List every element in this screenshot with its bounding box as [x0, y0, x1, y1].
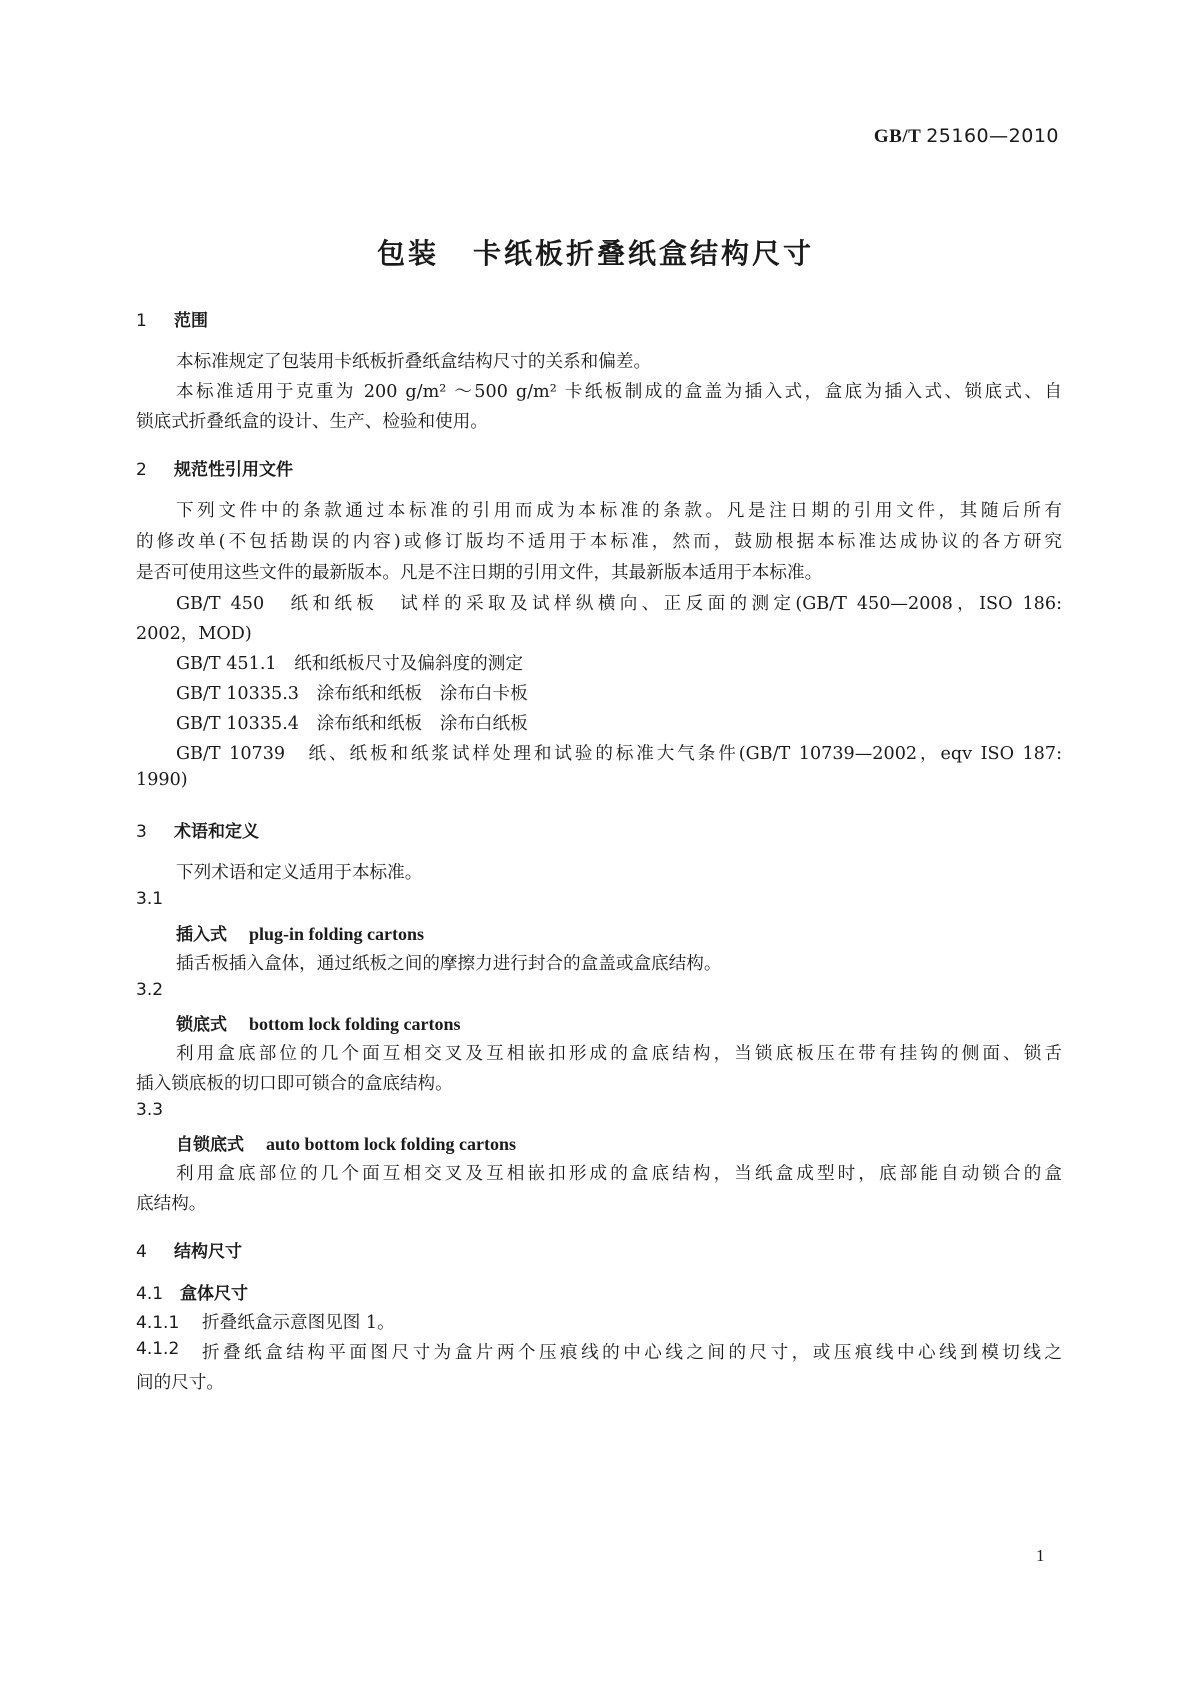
- term-3-3-title: 自锁底式 auto bottom lock folding cartons: [176, 1134, 517, 1155]
- s1-paragraph-1: 本标准规定了包装用卡纸板折叠纸盒结构尺寸的关系和偏差。: [176, 352, 652, 372]
- term-3-3-definition-line-1: 利用盒底部位的几个面互相交叉及互相嵌扣形成的盒底结构，当纸盒成型时，底部能自动锁合的盒: [176, 1164, 1062, 1184]
- reference-gbt10335-3: GB/T 10335.3 涂布纸和纸板 涂布白卡板: [176, 684, 528, 704]
- standard-code-header: [874, 125, 1059, 148]
- s2-paragraph-line-1: 下列文件中的条款通过本标准的引用而成为本标准的条款。凡是注日期的引用文件，其随后所有: [176, 501, 1062, 521]
- section-4-heading: 4 结构尺寸: [136, 1242, 242, 1262]
- s3-intro: 下列术语和定义适用于本标准。: [176, 863, 423, 883]
- s2-paragraph-line-2: 的修改单(不包括勘误的内容)或修订版均不适用于本标准，然而，鼓励根据本标准达成协议的各方研究: [136, 532, 1062, 552]
- section-1-heading: 1 范围: [136, 311, 208, 331]
- section-3-heading: 3 术语和定义: [136, 822, 259, 842]
- clause-4-1-2-line-1: 4.1.2 折叠纸盒结构平面图尺寸为盒片两个压痕线的中心线之间的尺寸，或压痕线中心线到模切线之: [136, 1339, 1062, 1363]
- term-3-2-title: 锁底式 bottom lock folding cartons: [176, 1014, 461, 1035]
- title-part2: 卡纸板折叠纸盒结构尺寸: [473, 237, 815, 270]
- term-3-2-definition-line-2: 插入锁底板的切口即可锁合的盒底结构。: [136, 1074, 453, 1094]
- term-3-1-definition: 插舌板插入盒体，通过纸板之间的摩擦力进行封合的盒盖或盒底结构。: [176, 954, 722, 974]
- page-number: 1: [1036, 1546, 1045, 1565]
- term-3-3-number: 3.3: [136, 1100, 164, 1120]
- term-3-2-number: 3.2: [136, 980, 164, 1000]
- term-3-3-definition-line-2: 底结构。: [136, 1194, 207, 1214]
- reference-gbt451-1: GB/T 451.1 纸和纸板尺寸及偏斜度的测定: [176, 654, 523, 674]
- term-3-1-title: 插入式 plug-in folding cartons: [176, 924, 425, 945]
- title-part1: 包装: [376, 237, 439, 270]
- standard-code-prefix: GB/T: [873, 126, 921, 147]
- s1-paragraph-2-line-2: 锁底式折叠纸盒的设计、生产、检验和使用。: [136, 412, 488, 432]
- reference-gbt450-line-1: GB/T 450 纸和纸板 试样的采取及试样纵横向、正反面的测定(GB/T 450—2008，ISO 186:: [176, 594, 1062, 614]
- subsection-4-1-heading: 4.1 盒体尺寸: [136, 1284, 248, 1304]
- reference-gbt10739-line-2: 1990): [136, 770, 188, 790]
- section-2-heading: 2 规范性引用文件: [136, 460, 293, 480]
- document-title: [0, 232, 1191, 272]
- term-3-1-number: 3.1: [136, 889, 164, 909]
- s1-paragraph-2-line-1: 本标准适用于克重为 200 g/m² ～500 g/m² 卡纸板制成的盒盖为插入式，盒底为插入式、锁底式、自: [176, 382, 1062, 402]
- s2-paragraph-line-3: 是否可使用这些文件的最新版本。凡是不注日期的引用文件，其最新版本适用于本标准。: [136, 563, 823, 583]
- clause-4-1-1: 4.1.1 折叠纸盒示意图见图 1。: [136, 1313, 395, 1333]
- term-3-2-definition-line-1: 利用盒底部位的几个面互相交叉及互相嵌扣形成的盒底结构，当锁底板压在带有挂钩的侧面、锁舌: [176, 1044, 1062, 1064]
- reference-gbt450-line-2: 2002，MOD): [136, 624, 252, 644]
- reference-gbt10739-line-1: GB/T 10739 纸、纸板和纸浆试样处理和试验的标准大气条件(GB/T 10739—2002，eqv ISO 187:: [176, 744, 1062, 764]
- clause-4-1-2-line-2: 间的尺寸。: [136, 1373, 224, 1393]
- standard-code-number: 25160—2010: [926, 125, 1059, 147]
- reference-gbt10335-4: GB/T 10335.4 涂布纸和纸板 涂布白纸板: [176, 714, 528, 734]
